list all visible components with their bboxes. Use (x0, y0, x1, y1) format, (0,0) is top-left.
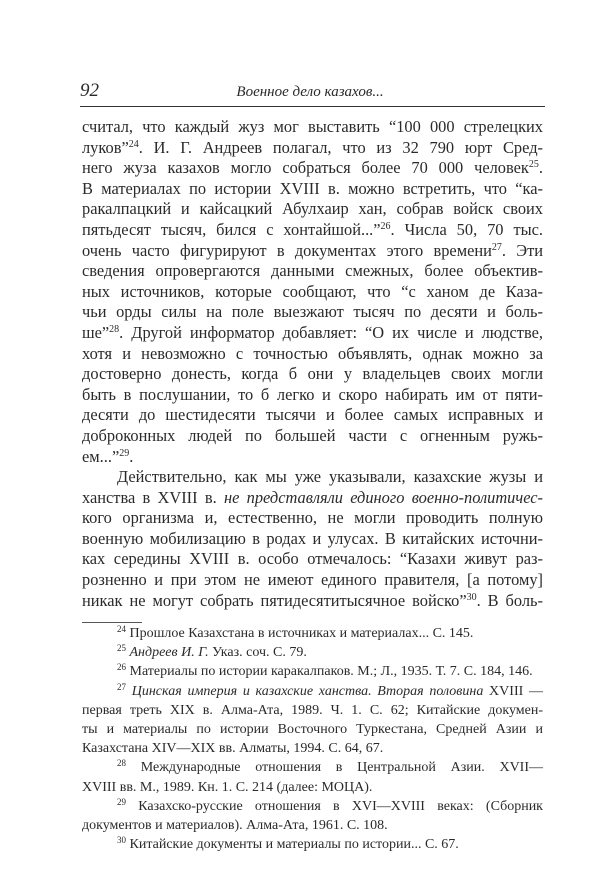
footnote-ref: 30 (466, 591, 477, 603)
footnote-line (82, 643, 543, 662)
body-line (82, 426, 543, 447)
italic-text: Цинская империя и казахские ханства. Вторая половина (131, 683, 484, 699)
body-line (82, 261, 543, 282)
body-line (82, 117, 543, 138)
footnote-line (82, 816, 543, 835)
text-run: никак не могут собрать пятидесятитысячное войско” (82, 590, 467, 610)
italic-text: не представляли единого военно-политичес- (223, 487, 543, 507)
text-run: достоверно донесть, когда б они у владельцев своих могли (82, 364, 543, 384)
text-run: . В боль- (476, 590, 543, 610)
text-run: Действительно, как мы уже указывали, казахские жузы и (117, 467, 543, 487)
text-run: десяти до шестидесяти тысячи и более самых исправных и (82, 405, 543, 425)
footnote-line (82, 739, 543, 758)
text-run: кого организма и, естественно, не могли проводить полную (82, 508, 543, 528)
body-line (82, 447, 543, 468)
footnote-ref: 30 (117, 835, 126, 846)
text-run: ных источников, которые сообщают, что “с ханом де Каза- (82, 281, 543, 301)
text-run: Прошлое Казахстана в источниках и материалах... С. 145. (126, 626, 474, 641)
header-rule (80, 106, 545, 107)
footnote-ref: 27 (491, 241, 502, 253)
text-run: Китайские документы и материалы по истории... С. 67. (126, 837, 459, 853)
footnote-ref: 29 (117, 796, 126, 807)
italic-text: Андреев И. Г. (129, 645, 209, 661)
text-run: . Другой информатор добавляет: “О их числе и людстве, (119, 322, 543, 342)
text-run: первая треть XIX в. Алма-Ата, 1989. Ч. 1. С. 62; Китайские докумен- (82, 702, 543, 718)
footnote-line (82, 701, 543, 720)
text-run: быть в послушании, то б легко и скоро набирать им от пяти- (82, 384, 543, 404)
footnote-ref: 24 (128, 138, 139, 150)
footnote-ref: 29 (119, 447, 130, 459)
footnote-line (82, 797, 543, 816)
body-line (82, 323, 543, 344)
text-run: XVIII вв. М., 1989. Кн. 1. С. 214 (далее: МОЦА). (82, 779, 373, 795)
footnote-ref: 25 (117, 643, 126, 654)
footnote-ref: 26 (117, 662, 126, 673)
text-run: ханства в XVIII в. (82, 487, 224, 507)
body-line (82, 220, 543, 241)
footnotes (82, 624, 543, 854)
text-run: считал, что каждый жуз мог выставить “100 000 стрелецких (82, 117, 543, 136)
body-line (82, 570, 543, 591)
body-line (82, 467, 543, 488)
footnote-ref: 27 (117, 681, 126, 692)
text-run: ракалпацкий и кайсацкий Абулхаир хан, собрав войск своих (82, 199, 543, 219)
footnote-line (82, 778, 543, 797)
footnote-ref: 25 (528, 159, 539, 171)
text-run: Казахско-русские отношения в XVI—XVIII веках: (Сборник (126, 798, 543, 814)
text-run: . (538, 158, 543, 178)
text-run: доброконных людей по большей части с огненным ружь- (82, 425, 543, 445)
text-run: ем...” (82, 446, 120, 466)
footnote-line (82, 720, 543, 739)
footnote-ref: 28 (109, 323, 120, 335)
body-line (82, 302, 543, 323)
body-line (82, 158, 543, 179)
text-run: ках середины XVIII в. особо отмечалось: “Казахи живут раз- (82, 549, 543, 569)
text-run: хотя и невозможно с точностью объявлять, однак можно за (82, 343, 543, 363)
footnote-ref: 28 (117, 758, 126, 769)
text-run: ше” (82, 322, 110, 342)
text-run: . (129, 446, 134, 466)
text-run: XVIII — (483, 683, 543, 699)
body-line (82, 282, 543, 303)
footnote-ref: 26 (380, 220, 391, 232)
body-line (82, 179, 543, 200)
text-run: Международные отношения в Центральной Азии. XVII— (126, 760, 543, 776)
text-run: . Эти (501, 240, 544, 260)
body-line (82, 591, 543, 612)
page-number: 92 (80, 80, 99, 101)
body-line (82, 508, 543, 529)
body-line (82, 241, 543, 262)
body-text (82, 117, 543, 611)
text-run: В материалах по истории XVIII в. можно встретить, что “ка- (82, 178, 543, 198)
text-run: . И. Г. Андреев полагал, что из 32 790 юрт Сред- (138, 137, 543, 157)
footnote-line (82, 758, 543, 777)
text-run: Казахстана XIV—XIX вв. Алматы, 1994. С. 64, 67. (82, 741, 384, 757)
footnote-line (82, 682, 543, 701)
text-run: военную мобилизацию в родах и улусах. В китайских источни- (82, 528, 543, 548)
body-line (82, 488, 543, 509)
text-run: луков” (82, 137, 129, 157)
text-run: Указ. соч. С. 79. (208, 645, 307, 661)
body-line (82, 199, 543, 220)
body-line (82, 549, 543, 570)
footnote-separator (82, 622, 142, 623)
footnote-ref: 24 (117, 624, 126, 634)
text-run: документов и материалов). Алма-Ата, 1961. С. 108. (82, 817, 388, 833)
running-title: Военное дело казахов... (236, 84, 384, 100)
body-line (82, 138, 543, 159)
text-run: очень часто фигурируют в документах этого времени (82, 240, 492, 260)
body-line (82, 405, 543, 426)
text-run: . Числа 50, 70 тыс. (390, 219, 543, 239)
footnote-line (82, 662, 543, 681)
text-run: ты и материалы по истории Восточного Туркестана, Средней Азии и (82, 721, 543, 737)
text-run: него жуза казахов могло собраться более 70 000 человек (82, 158, 529, 178)
text-run: пятьдесят тысяч, бился с хонтайшой...” (82, 219, 381, 239)
footnote-line (82, 624, 543, 643)
text-run: сведения опровергаются данными смежных, более объектив- (82, 261, 543, 281)
text-run: чьи орды силы на поле выезжают тысяч по десяти и боль- (82, 302, 543, 322)
body-line (82, 385, 543, 406)
body-line (82, 529, 543, 550)
body-line (82, 364, 543, 385)
text-run: Материалы по истории каракалпаков. М.; Л., 1935. Т. 7. С. 184, 146. (126, 664, 533, 680)
body-line (82, 344, 543, 365)
footnote-line (82, 835, 543, 854)
text-run: розненно и при этом не имеют единого правителя, [а потому] (82, 570, 543, 590)
